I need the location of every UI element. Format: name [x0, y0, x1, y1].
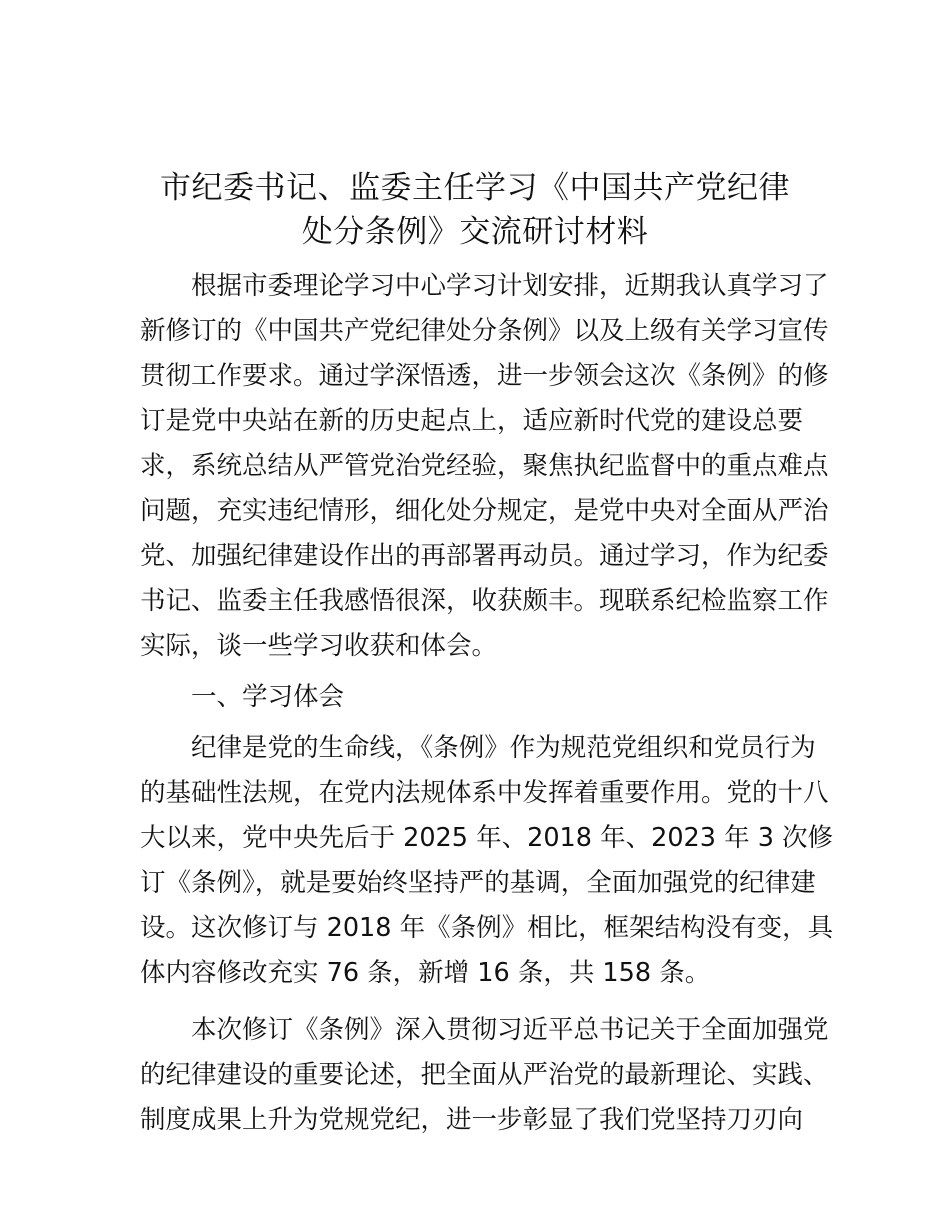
paragraph-line: 求，系统总结从严管党治党经验，聚焦执纪监督中的重点难点 — [140, 451, 829, 481]
paragraph-line: 的基础性法规，在党内法规体系中发挥着重要作用。党的十八 — [140, 778, 829, 808]
paragraph-line: 问题，充实违纪情形，细化处分规定，是党中央对全面从严治 — [140, 496, 829, 526]
paragraph-line: 设。这次修订与 2018 年《条例》相比，框架结构没有变，具 — [140, 913, 834, 943]
section-heading — [140, 675, 812, 720]
paragraph-line: 制度成果上升为党规党纪，进一步彰显了我们党坚持刀刃向 — [140, 1105, 804, 1135]
paragraph-line: 体内容修改充实 76 条，新增 16 条，共 158 条。 — [140, 958, 711, 988]
paragraph-line: 党、加强纪律建设作出的再部署再动员。通过学习，作为纪委 — [140, 541, 829, 571]
document-title — [140, 166, 810, 254]
paragraph-line: 订《条例》，就是要始终坚持严的基调，全面加强党的纪律建 — [140, 868, 816, 898]
paragraph-line: 大以来，党中央先后于 2025 年、2018 年、2023 年 3 次修 — [140, 823, 834, 853]
paragraph-line: 贯彻工作要求。通过学深悟透，进一步领会这次《条例》的修 — [140, 361, 829, 391]
section-heading-text: 一、学习体会 — [191, 682, 345, 712]
paragraph-line: 的纪律建设的重要论述，把全面从严治党的最新理论、实践、 — [140, 1060, 829, 1090]
title-line: 处分条例》交流研讨材料 — [301, 214, 649, 250]
paragraph-intro — [140, 264, 829, 669]
title-line: 市纪委书记、监委主任学习《中国共产党纪律 — [160, 170, 790, 206]
paragraph-discipline — [140, 726, 834, 996]
document-body — [140, 264, 834, 1143]
paragraph-line: 书记、监委主任我感悟很深，收获颇丰。现联系纪检监察工作 — [140, 586, 829, 616]
paragraph-revision — [140, 1008, 829, 1143]
paragraph-line: 实际，谈一些学习收获和体会。 — [140, 631, 498, 661]
paragraph-line: 新修订的《中国共产党纪律处分条例》以及上级有关学习宣传 — [140, 316, 829, 346]
paragraph-line: 纪律是党的生命线，《条例》作为规范党组织和党员行为 — [191, 733, 816, 763]
paragraph-line: 订是党中央站在新的历史起点上，适应新时代党的建设总要 — [140, 406, 804, 436]
paragraph-line: 本次修订《条例》深入贯彻习近平总书记关于全面加强党 — [191, 1015, 829, 1045]
paragraph-line: 根据市委理论学习中心学习计划安排，近期我认真学习了 — [191, 271, 829, 301]
